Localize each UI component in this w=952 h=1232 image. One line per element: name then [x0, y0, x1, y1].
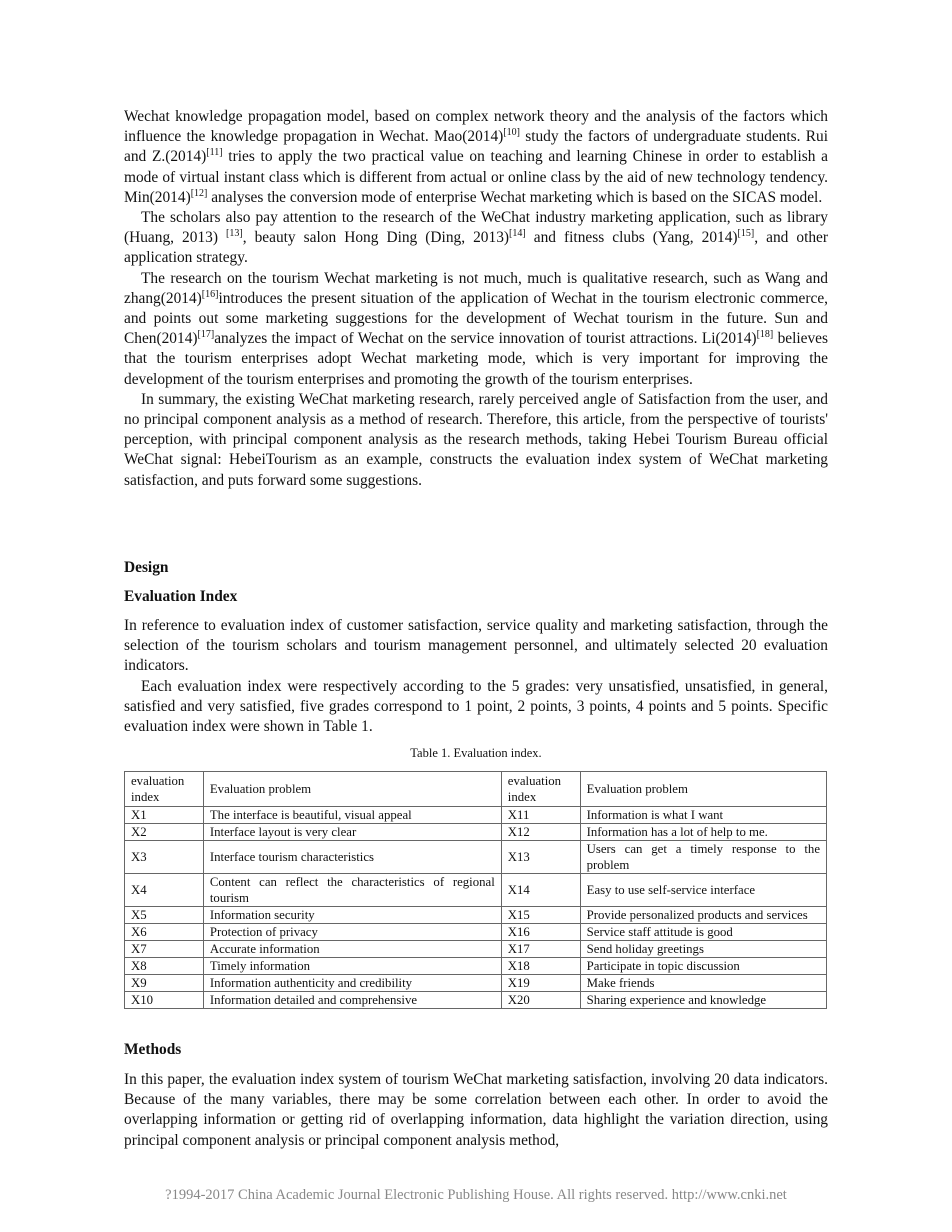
table-row	[125, 975, 827, 992]
design-section	[124, 558, 828, 737]
problem-cell: Information has a lot of help to me.	[580, 824, 826, 841]
text-run: study the factors of undergraduate students. Rui and Z.(2014)	[124, 128, 828, 166]
paragraph	[124, 677, 828, 738]
index-cell: X12	[501, 824, 580, 841]
problem-cell: Send holiday greetings	[580, 941, 826, 958]
problem-cell: Protection of privacy	[203, 924, 501, 941]
problem-cell: Interface layout is very clear	[203, 824, 501, 841]
citation-ref: [12]	[190, 187, 208, 199]
index-cell: X3	[125, 841, 204, 874]
paragraph	[124, 269, 828, 390]
evaluation-text	[124, 616, 828, 737]
problem-cell: Information is what I want	[580, 807, 826, 824]
problem-cell: Sharing experience and knowledge	[580, 992, 826, 1009]
index-cell: X16	[501, 924, 580, 941]
column-header: Evaluation problem	[203, 772, 501, 807]
paragraph	[124, 208, 828, 269]
paragraph	[124, 616, 828, 677]
table-caption: Table 1. Evaluation index.	[410, 746, 542, 760]
problem-cell: Participate in topic discussion	[580, 958, 826, 975]
table-1	[124, 745, 828, 1009]
intro-section	[124, 107, 828, 491]
methods-text	[124, 1070, 828, 1151]
text-run: , and other application strategy.	[124, 229, 829, 267]
index-cell: X2	[125, 824, 204, 841]
text-run: Wechat knowledge propagation model, based on complex network theory and the analysis of the factors which influence the knowledge propagation in Wechat. Mao(2014)	[124, 108, 828, 146]
table-row	[125, 807, 827, 824]
problem-cell: Information security	[203, 907, 501, 924]
citation-ref: [18]	[756, 329, 774, 341]
index-cell: X6	[125, 924, 204, 941]
index-cell: X19	[501, 975, 580, 992]
column-header: Evaluation problem	[580, 772, 826, 807]
citation-ref: [15]	[737, 228, 755, 240]
table-row	[125, 992, 827, 1009]
paragraph	[124, 390, 828, 491]
index-cell: X7	[125, 941, 204, 958]
text-run: analyzes the impact of Wechat on the service innovation of tourist attractions. Li(2014)	[214, 330, 757, 348]
table-row	[125, 958, 827, 975]
index-cell: X1	[125, 807, 204, 824]
table-row	[125, 907, 827, 924]
problem-cell: The interface is beautiful, visual appeal	[203, 807, 501, 824]
text-run: The research on the tourism Wechat marketing is not much, much is qualitative research, such as Wang and zhang(2014)	[124, 269, 828, 307]
index-cell: X15	[501, 907, 580, 924]
problem-cell: Information authenticity and credibility	[203, 975, 501, 992]
index-cell: X11	[501, 807, 580, 824]
citation-ref: [10]	[503, 127, 520, 139]
problem-cell: Users can get a timely response to the problem	[580, 841, 826, 874]
text-run: The scholars also pay attention to the research of the WeChat industry marketing application, such as library (Huang, 2013)	[124, 209, 828, 247]
citation-ref: [16]	[201, 288, 219, 300]
text-run: , beauty salon Hong Ding (Ding, 2013)	[242, 229, 510, 247]
text-run: and fitness clubs (Yang, 2014)	[525, 229, 738, 247]
citation-ref: [11]	[206, 147, 223, 159]
problem-cell: Content can reflect the characteristics of regional tourism	[203, 874, 501, 907]
table-row	[125, 874, 827, 907]
heading-design: Design	[124, 559, 169, 576]
index-cell: X9	[125, 975, 204, 992]
problem-cell: Easy to use self-service interface	[580, 874, 826, 907]
problem-cell: Service staff attitude is good	[580, 924, 826, 941]
table-row	[125, 841, 827, 874]
copyright-footer: ?1994-2017 China Academic Journal Electronic Publishing House. All rights reserved. http://www.cnki.net	[165, 1187, 787, 1203]
text-run: tries to apply the two practical value on teaching and learning Chinese in order to establish a mode of virtual instant class which is different from actual or online class by the aid of new technology tendency. Min(2014)	[124, 148, 829, 206]
table-row	[125, 824, 827, 841]
heading-evaluation-index: Evaluation Index	[124, 588, 238, 605]
citation-ref: [13]	[226, 228, 243, 240]
problem-cell: Timely information	[203, 958, 501, 975]
index-cell: X20	[501, 992, 580, 1009]
heading-methods: Methods	[124, 1041, 182, 1058]
citation-ref: [17]	[197, 329, 215, 341]
table-row	[125, 924, 827, 941]
index-cell: X8	[125, 958, 204, 975]
index-cell: X18	[501, 958, 580, 975]
text-run: In summary, the existing WeChat marketing research, rarely perceived angle of Satisfaction from the user, and no principal component analysis as a method of research. Therefore, this article, from the perspective of tourists' perception, with principal component analysis as the research methods, taking Hebei Tourism Bureau official WeChat signal: HebeiTourism as an example, constructs the evaluation index system of WeChat marketing satisfaction, and puts forward some suggestions.	[124, 390, 828, 489]
text-run: introduces the present situation of the application of Wechat in the tourism electronic commerce, and points out some marketing suggestions for the development of Wechat tourism in the future. Sun and Chen(2014)	[124, 289, 828, 348]
text-run: analyses the conversion mode of enterprise Wechat marketing which is based on the SICAS model.	[207, 188, 823, 206]
column-header: evaluation index	[125, 772, 204, 807]
problem-cell: Make friends	[580, 975, 826, 992]
text-run: believes that the tourism enterprises adopt Wechat marketing mode, which is very important for improving the development of the tourism enterprises and promoting the growth of the tourism enterprises.	[124, 330, 828, 388]
text-run: Each evaluation index were respectively according to the 5 grades: very unsatisfied, unsatisfied, in general, satisfied and very satisfied, five grades correspond to 1 point, 2 points, 3 points, 4 points and 5 points. Specific evaluation index were shown in Table 1.	[124, 677, 828, 736]
paragraph	[124, 1070, 828, 1151]
index-cell: X13	[501, 841, 580, 874]
evaluation-index-table	[124, 771, 827, 1009]
methods-section	[124, 1040, 828, 1151]
paragraph	[124, 107, 828, 208]
index-cell: X10	[125, 992, 204, 1009]
index-cell: X14	[501, 874, 580, 907]
problem-cell: Interface tourism characteristics	[203, 841, 501, 874]
table-row	[125, 941, 827, 958]
index-cell: X5	[125, 907, 204, 924]
citation-ref: [14]	[509, 228, 526, 240]
text-run: In reference to evaluation index of customer satisfaction, service quality and marketing satisfaction, through the selection of the tourism scholars and tourism management personnel, and ultimately selected 20 evaluation indicators.	[124, 617, 828, 675]
problem-cell: Provide personalized products and services	[580, 907, 826, 924]
column-header: evaluation index	[501, 772, 580, 807]
index-cell: X17	[501, 941, 580, 958]
problem-cell: Information detailed and comprehensive	[203, 992, 501, 1009]
index-cell: X4	[125, 874, 204, 907]
text-run: In this paper, the evaluation index system of tourism WeChat marketing satisfaction, involving 20 data indicators. Because of the many variables, there may be some correlation between each other. In order to avoid the overlapping information or getting rid of overlapping information, data highlight the variation direction, using principal component analysis or principal component analysis method,	[124, 1071, 828, 1149]
problem-cell: Accurate information	[203, 941, 501, 958]
